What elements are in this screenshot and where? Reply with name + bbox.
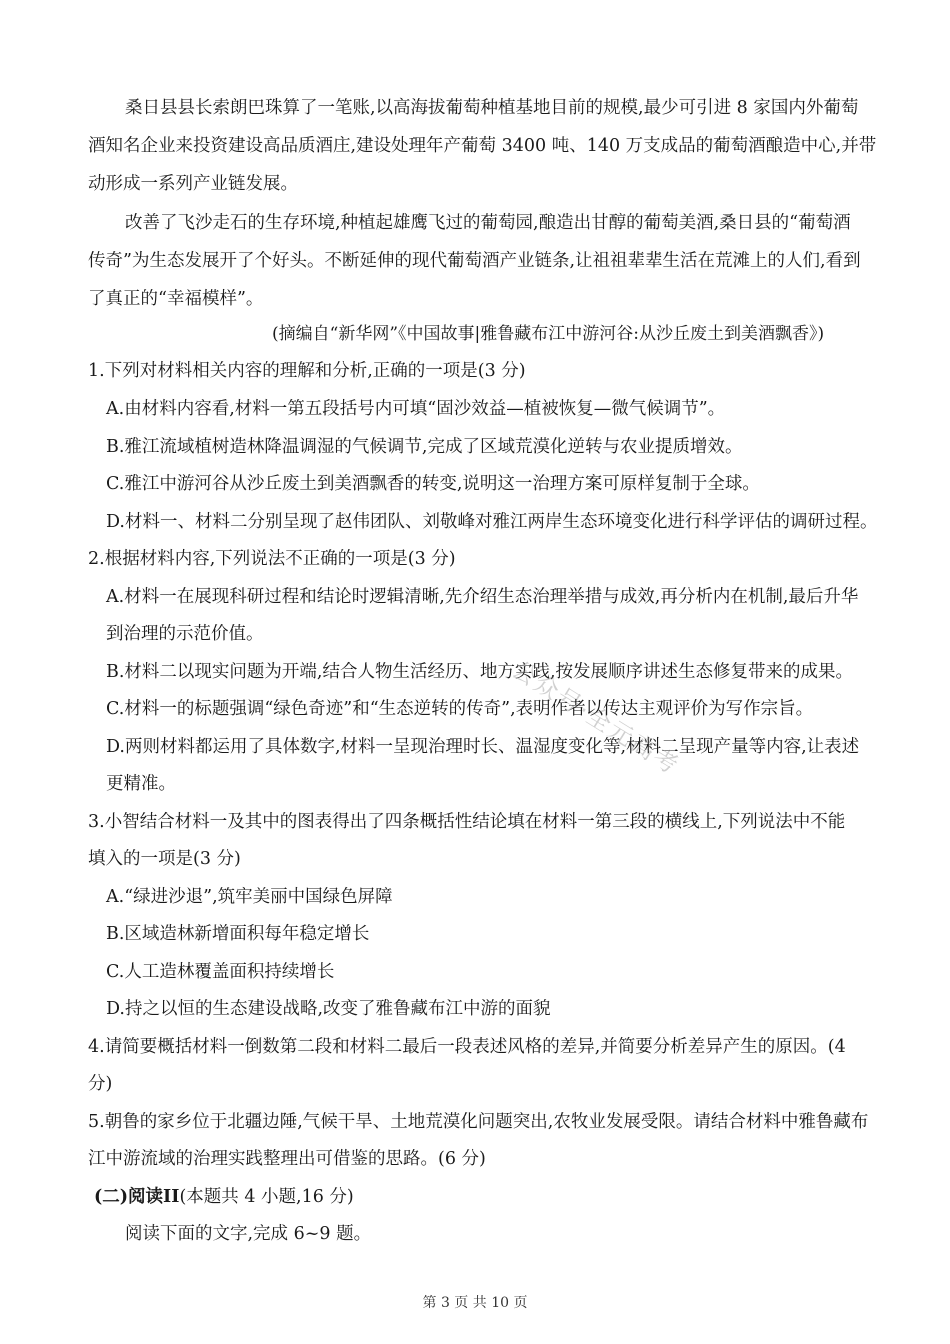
passage-p1-line: 桑日县县长索朗巴珠算了一笔账,以高海拔葡萄种植基地目前的规模,最少可引进 8 家国内外葡萄	[125, 98, 859, 118]
section-2-heading	[94, 1185, 354, 1209]
question-2-option-d-cont: 更精准。	[106, 774, 176, 794]
section-2-intro: 阅读下面的文字,完成 6~9 题。	[125, 1224, 372, 1244]
passage-p1-line: 动形成一系列产业链发展。	[88, 174, 298, 194]
question-2-option-d: D.两则材料都运用了具体数字,材料一呈现治理时长、温湿度变化等,材料二呈现产量等内容,让表述	[106, 737, 860, 757]
section-2-note: (本题共 4 小题,16 分)	[179, 1187, 354, 1207]
question-4-stem: 4.请简要概括材料一倒数第二段和材料二最后一段表述风格的差异,并简要分析差异产生的原因。(4	[88, 1037, 846, 1057]
passage-p1-line: 酒知名企业来投资建设高品质酒庄,建设处理年产葡萄 3400 吨、140 万支成品的葡萄酒酿造中心,并带	[88, 136, 877, 156]
question-3-stem: 3.小智结合材料一及其中的图表得出了四条概括性结论填在材料一第三段的横线上,下列说法中不能	[88, 812, 846, 832]
question-2-option-b: B.材料二以现实问题为开端,结合人物生活经历、地方实践,按发展顺序讲述生态修复带来的成果。	[106, 662, 854, 682]
question-1-option-c: C.雅江中游河谷从沙丘废土到美酒飘香的转变,说明这一治理方案可原样复制于全球。	[106, 474, 760, 494]
question-3-stem-cont: 填入的一项是(3 分)	[88, 849, 241, 869]
question-2-option-c: C.材料一的标题强调“绿色奇迹”和“生态逆转的传奇”,表明作者以传达主观评价为写作宗旨。	[106, 699, 814, 719]
question-3-option-a: A.“绿进沙退”,筑牢美丽中国绿色屏障	[106, 887, 393, 907]
section-2-title: (二)阅读II	[94, 1187, 180, 1207]
question-2-option-a: A.材料一在展现科研过程和结论时逻辑清晰,先介绍生态治理举措与成效,再分析内在机制,最后升华	[106, 587, 859, 607]
question-1-option-b: B.雅江流域植树造林降温调湿的气候调节,完成了区域荒漠化逆转与农业提质增效。	[106, 437, 743, 457]
question-1-option-d: D.材料一、材料二分别呈现了赵伟团队、刘敬峰对雅江两岸生态环境变化进行科学评估的调研过程。	[106, 512, 878, 532]
question-3-option-d: D.持之以恒的生态建设战略,改变了雅鲁藏布江中游的面貌	[106, 999, 551, 1019]
question-3-option-b: B.区域造林新增面积每年稳定增长	[106, 924, 370, 944]
passage-p2-line: 传奇”为生态发展开了个好头。不断延伸的现代葡萄酒产业链条,让祖祖辈辈生活在荒滩上的人们,看到	[88, 251, 861, 271]
question-2-stem: 2.根据材料内容,下列说法不正确的一项是(3 分)	[88, 549, 456, 569]
question-5-stem-cont: 江中游流域的治理实践整理出可借鉴的思路。(6 分)	[88, 1149, 486, 1169]
question-5-stem: 5.朝鲁的家乡位于北疆边陲,气候干旱、土地荒漠化问题突出,农牧业发展受限。请结合材料中雅鲁藏布	[88, 1112, 869, 1132]
question-3-option-c: C.人工造林覆盖面积持续增长	[106, 962, 335, 982]
question-4-stem-cont: 分)	[88, 1074, 113, 1094]
question-1-option-a: A.由材料内容看,材料一第五段括号内可填“固沙效益—植被恢复—微气候调节”。	[106, 399, 726, 419]
page-footer: 第 3 页 共 10 页	[422, 1295, 528, 1311]
passage-source: (摘编自“新华网”《中国故事|雅鲁藏布江中游河谷:从沙丘废土到美酒飘香》)	[272, 324, 825, 344]
watermark-text: 公众号·全元高考	[506, 655, 685, 781]
passage-p2-line: 改善了飞沙走石的生存环境,种植起雄鹰飞过的葡萄园,酿造出甘醇的葡萄美酒,桑日县的“葡萄酒	[125, 213, 851, 233]
passage-p2-line: 了真正的“幸福模样”。	[88, 289, 264, 309]
question-1-stem: 1.下列对材料相关内容的理解和分析,正确的一项是(3 分)	[88, 361, 526, 381]
question-2-option-a-cont: 到治理的示范价值。	[106, 624, 264, 644]
